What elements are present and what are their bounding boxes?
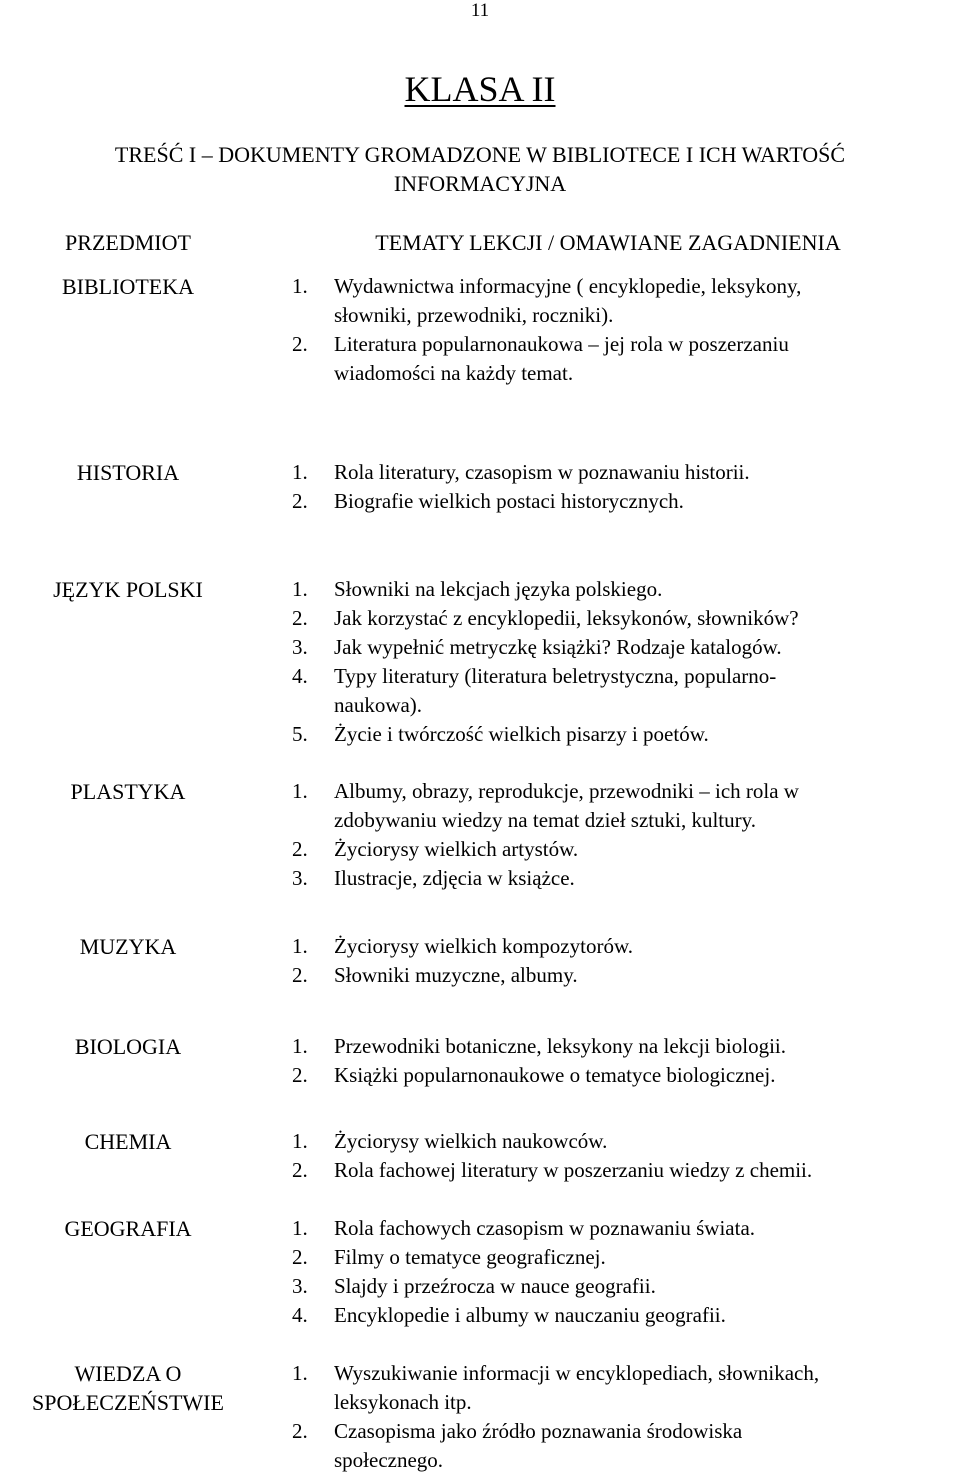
list-item xyxy=(292,1032,932,1061)
item-number: 1. xyxy=(292,1034,308,1058)
list-item xyxy=(292,575,932,604)
list-item xyxy=(292,487,932,516)
list-item xyxy=(292,1301,932,1330)
topic-list xyxy=(292,1214,932,1330)
topic-list xyxy=(292,932,932,990)
item-number: 1. xyxy=(292,1216,308,1240)
item-text-line: Rola fachowej literatury w poszerzaniu wiedzy z chemii. xyxy=(334,1158,813,1182)
item-text-line: zdobywaniu wiedzy na temat dzieł sztuki, kultury. xyxy=(334,808,757,832)
subject-name-line: HISTORIA xyxy=(76,460,180,485)
subject-name xyxy=(0,932,256,961)
subject-name-line: BIOLOGIA xyxy=(74,1034,182,1059)
item-text-line: Albumy, obrazy, reprodukcje, przewodniki – ich rola w xyxy=(334,779,799,803)
topic-list xyxy=(292,575,932,749)
subject-name xyxy=(0,272,256,301)
item-text-line: Ilustracje, zdjęcia w książce. xyxy=(334,866,575,890)
topic-list xyxy=(292,1127,932,1185)
item-number: 2. xyxy=(292,963,308,987)
item-text-line: Książki popularnonaukowe o tematyce biologicznej. xyxy=(334,1063,776,1087)
item-text-line: Filmy o tematyce geograficznej. xyxy=(334,1245,606,1269)
list-item xyxy=(292,1243,932,1272)
column-header-subject: PRZEDMIOT xyxy=(65,230,191,255)
subject-name-line: CHEMIA xyxy=(84,1129,172,1154)
column-header-topics: TEMATY LEKCJI / OMAWIANE ZAGADNIENIA xyxy=(375,230,841,255)
item-text-line: Wyszukiwanie informacji w encyklopediach, słownikach, xyxy=(334,1361,820,1385)
item-number: 3. xyxy=(292,635,308,659)
subject-name xyxy=(0,777,256,806)
subject-name xyxy=(0,1032,256,1061)
item-number: 1. xyxy=(292,274,308,298)
item-number: 1. xyxy=(292,577,308,601)
topic-list xyxy=(292,777,932,893)
subject-name-line: BIBLIOTEKA xyxy=(62,274,194,299)
item-text-line: Jak korzystać z encyklopedii, leksykonów, słowników? xyxy=(334,606,799,630)
list-item xyxy=(292,777,932,835)
item-number: 2. xyxy=(292,1063,308,1087)
item-text-line: Rola literatury, czasopism w poznawaniu historii. xyxy=(334,460,750,484)
list-item xyxy=(292,458,932,487)
item-number: 2. xyxy=(292,1419,308,1443)
item-number: 1. xyxy=(292,1129,308,1153)
item-number: 2. xyxy=(292,489,308,513)
section-heading-line: INFORMACYJNA xyxy=(393,171,567,196)
subject-name-line: JĘZYK POLSKI xyxy=(53,577,203,602)
item-number: 1. xyxy=(292,1361,308,1385)
item-number: 5. xyxy=(292,722,308,746)
subject-name-line: SPOŁECZEŃSTWIE xyxy=(32,1390,224,1415)
item-text-line: Biografie wielkich postaci historycznych. xyxy=(334,489,684,513)
item-text-line: Życiorysy wielkich kompozytorów. xyxy=(334,934,633,958)
item-text-line: Rola fachowych czasopism w poznawaniu świata. xyxy=(334,1216,756,1240)
page-number: 11 xyxy=(470,0,490,21)
item-text-line: Czasopisma jako źródło poznawania środowiska xyxy=(334,1419,743,1443)
item-number: 4. xyxy=(292,664,308,688)
list-item xyxy=(292,330,932,388)
list-item xyxy=(292,1272,932,1301)
subject-name-line: MUZYKA xyxy=(79,934,177,959)
item-number: 2. xyxy=(292,1245,308,1269)
list-item xyxy=(292,1214,932,1243)
item-text-line: społecznego. xyxy=(334,1448,444,1472)
list-item xyxy=(292,835,932,864)
subject-name xyxy=(0,458,256,487)
item-text-line: wiadomości na każdy temat. xyxy=(334,361,574,385)
list-item xyxy=(292,1156,932,1185)
list-item xyxy=(292,604,932,633)
item-text-line: Życie i twórczość wielkich pisarzy i poetów. xyxy=(334,722,709,746)
section-heading-line: TREŚĆ I – DOKUMENTY GROMADZONE W BIBLIOTECE I ICH WARTOŚĆ xyxy=(114,142,846,167)
list-item xyxy=(292,272,932,330)
subject-name xyxy=(0,1214,256,1243)
item-text-line: Słowniki na lekcjach języka polskiego. xyxy=(334,577,663,601)
list-item xyxy=(292,864,932,893)
item-number: 1. xyxy=(292,460,308,484)
item-text-line: Przewodniki botaniczne, leksykony na lekcji biologii. xyxy=(334,1034,786,1058)
page-title: KLASA II xyxy=(404,69,556,109)
topic-list xyxy=(292,272,932,388)
list-item xyxy=(292,720,932,749)
item-number: 2. xyxy=(292,1158,308,1182)
item-text-line: Slajdy i przeźrocza w nauce geografii. xyxy=(334,1274,656,1298)
list-item xyxy=(292,1417,932,1475)
subject-name-line: GEOGRAFIA xyxy=(64,1216,192,1241)
topic-list xyxy=(292,1032,932,1090)
item-number: 2. xyxy=(292,332,308,356)
item-number: 2. xyxy=(292,606,308,630)
item-text-line: słowniki, przewodniki, roczniki). xyxy=(334,303,614,327)
item-text-line: Encyklopedie i albumy w nauczaniu geografii. xyxy=(334,1303,726,1327)
subject-name-line: PLASTYKA xyxy=(70,779,186,804)
item-number: 4. xyxy=(292,1303,308,1327)
item-number: 1. xyxy=(292,934,308,958)
subject-name-line: WIEDZA O xyxy=(74,1361,182,1386)
list-item xyxy=(292,932,932,961)
topic-list xyxy=(292,458,932,516)
item-text-line: leksykonach itp. xyxy=(334,1390,472,1414)
list-item xyxy=(292,961,932,990)
subject-name xyxy=(0,1127,256,1156)
section-heading xyxy=(0,140,960,198)
item-text-line: Słowniki muzyczne, albumy. xyxy=(334,963,578,987)
item-number: 1. xyxy=(292,779,308,803)
item-text-line: Typy literatury (literatura beletrystyczna, popularno- xyxy=(334,664,777,688)
item-text-line: naukowa). xyxy=(334,693,423,717)
topic-list xyxy=(292,1359,932,1475)
list-item xyxy=(292,633,932,662)
item-text-line: Jak wypełnić metryczkę książki? Rodzaje katalogów. xyxy=(334,635,782,659)
item-text-line: Wydawnictwa informacyjne ( encyklopedie, leksykony, xyxy=(334,274,802,298)
item-text-line: Życiorysy wielkich naukowców. xyxy=(334,1129,608,1153)
item-number: 3. xyxy=(292,866,308,890)
list-item xyxy=(292,1359,932,1417)
list-item xyxy=(292,1127,932,1156)
subject-name xyxy=(0,1359,256,1417)
list-item xyxy=(292,662,932,720)
item-text-line: Życiorysy wielkich artystów. xyxy=(334,837,579,861)
item-number: 3. xyxy=(292,1274,308,1298)
item-number: 2. xyxy=(292,837,308,861)
subject-name xyxy=(0,575,256,604)
list-item xyxy=(292,1061,932,1090)
item-text-line: Literatura popularnonaukowa – jej rola w poszerzaniu xyxy=(334,332,789,356)
